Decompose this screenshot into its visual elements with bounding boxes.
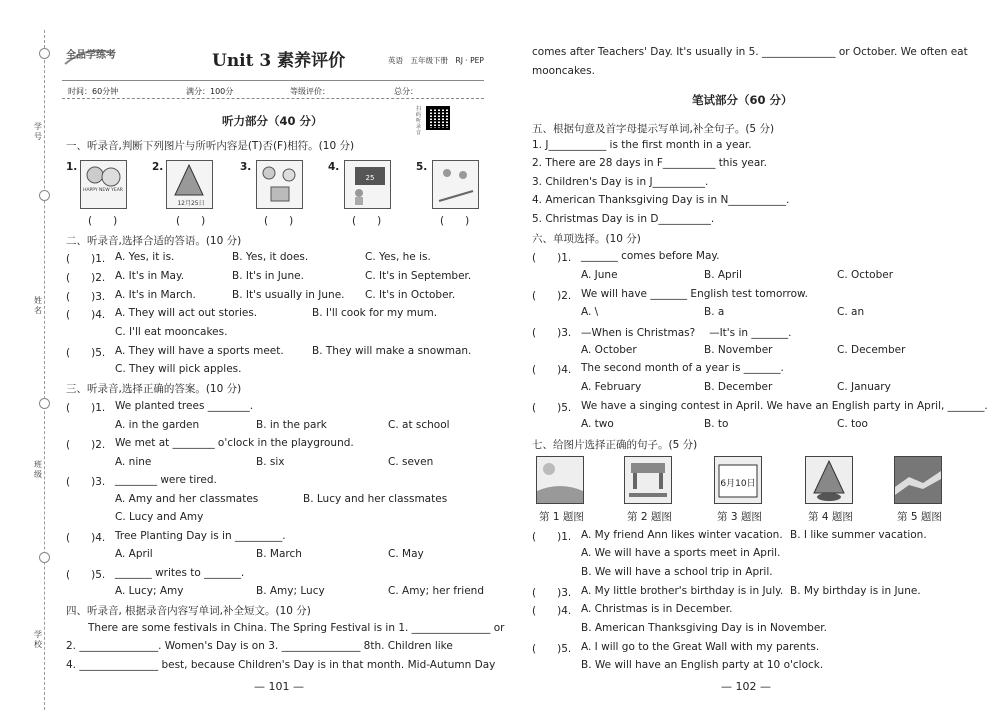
s2-q1-b: B. Yes, it does. [232,251,309,263]
s1-title: 一、听录音,判断下列图片与所听内容是(T)否(F)相符。(10 分) [66,140,355,152]
s7-caption-2: 第 2 题图 [627,511,672,523]
s7-caption-5: 第 5 题图 [897,511,942,523]
s2-q1-c: C. Yes, he is. [365,251,431,263]
s1-picture-party [256,160,303,209]
s7-q4-a: A. Christmas is in December. [581,603,733,615]
brand-name: 全品学练考 [66,50,116,61]
calendar-date: 6月10日 [720,479,756,489]
qr-note: 扫码听录音 [416,106,422,136]
s6-q2-text: We will have _______ English test tomorrow. [581,288,808,300]
s4-line1[interactable]: There are some festivals in China. The Spring Festival is in 1. _______________ or [88,622,505,634]
s3-q3-text: ________ were tired. [115,474,217,486]
page-number-left: — 101 — [254,680,304,693]
s7-q2-a: A. We will have a sports meet in April. [581,547,781,559]
s7-q3-b: B. My birthday is in June. [790,585,921,597]
s1-num: 5. [416,161,428,173]
s6-q1-c: C. October [837,269,894,281]
s6-q2-a: A. \ [581,306,599,318]
s2-q3-c: C. It's in October. [365,289,456,301]
s7-picture-4 [805,456,853,504]
writing-section-title: 笔试部分（60 分） [692,93,793,107]
s1-picture-new-year [80,160,127,209]
s2-q4-a: A. They will act out stories. [115,307,258,319]
s2-q3-a: A. It's in March. [115,289,196,301]
calendar-icon [715,457,761,503]
s5-q1[interactable]: 1. J___________ is the first month in a year. [532,139,752,151]
s4-title: 四、听录音, 根据录音内容写单词,补全短文。(10 分) [66,605,311,617]
s1-answer-blank[interactable]: ( ) [440,215,470,227]
s2-q2-a: A. It's in May. [115,270,185,282]
s1-num: 1. [66,161,78,173]
book-meta: 英语 五年级下册 RJ · PEP [388,56,484,65]
s3-q2-c: C. seven [388,456,434,468]
s6-q3-text: —When is Christmas? —It's in _______. [581,327,792,339]
s2-q2-prefix[interactable]: ( )2. [66,272,106,284]
s6-q4-a: A. February [581,381,642,393]
s3-q5-b: B. Amy; Lucy [256,585,325,597]
s3-q2-text: We met at ________ o'clock in the playground. [115,437,354,449]
s3-q5-prefix[interactable]: ( )5. [66,569,106,581]
s1-picture-classroom [344,160,391,209]
s7-picture-2 [624,456,672,504]
s1-picture-sports [432,160,479,209]
s2-q2-c: C. It's in September. [365,270,472,282]
s7-picture-5 [894,456,942,504]
s6-q4-text: The second month of a year is _______. [581,362,784,374]
s6-q1-prefix[interactable]: ( )1. [532,252,572,264]
beach-icon [537,457,583,503]
s5-q5[interactable]: 5. Christmas Day is in D__________. [532,213,715,225]
s6-q5-text: We have a singing contest in April. We have an English party in April, _______. [581,400,988,412]
s3-q4-prefix[interactable]: ( )4. [66,532,106,544]
s2-q4-prefix[interactable]: ( )4. [66,309,106,321]
binding-hole [39,552,50,563]
s7-caption-4: 第 4 题图 [808,511,853,523]
s3-q2-b: B. six [256,456,285,468]
s2-q1-prefix[interactable]: ( )1. [66,253,106,265]
s1-answer-blank[interactable]: ( ) [88,215,118,227]
s7-q1-b: B. I like summer vacation. [790,529,927,541]
binding-line [44,30,45,710]
s3-q5-text: _______ writes to _______. [115,567,245,579]
s3-q5-a: A. Lucy; Amy [115,585,184,597]
binding-hole [39,190,50,201]
s7-picture-1 [536,456,584,504]
s3-q1-a: A. in the garden [115,419,200,431]
s6-title: 六、单项选择。(10 分) [532,233,641,245]
s7-q1-prefix[interactable]: ( )1. [532,531,572,543]
s7-q2-b: B. We will have a school trip in April. [581,566,773,578]
s7-q1-a: A. My friend Ann likes winter vacation. [581,529,783,541]
s4-line4[interactable]: comes after Teachers' Day. It's usually in 5. ______________ or October. We often eat [532,46,968,58]
s3-q3-c: C. Lucy and Amy [115,511,204,523]
side-label-student-no: 学号 [34,122,42,141]
s2-q5-b: B. They will make a snowman. [312,345,472,357]
s6-q4-b: B. December [704,381,773,393]
s5-q2[interactable]: 2. There are 28 days in F__________ this year. [532,157,767,169]
s3-q3-a: A. Amy and her classmates [115,493,259,505]
s3-q4-c: C. May [388,548,424,560]
s6-q3-b: B. November [704,344,773,356]
s1-num: 4. [328,161,340,173]
s6-q5-b: B. to [704,418,729,430]
s1-answer-blank[interactable]: ( ) [352,215,382,227]
s6-q2-c: C. an [837,306,865,318]
s7-q4-prefix[interactable]: ( )4. [532,605,572,617]
s3-q1-prefix[interactable]: ( )1. [66,402,106,414]
s2-title: 二、听录音,选择合适的答语。(10 分) [66,235,242,247]
full-score: 满分：100分 [186,87,234,96]
s2-q1-a: A. Yes, it is. [115,251,175,263]
s7-q3-prefix[interactable]: ( )3. [532,587,572,599]
balloons-icon [81,161,126,208]
s1-answer-blank[interactable]: ( ) [176,215,206,227]
s6-q4-c: C. January [837,381,891,393]
binding-hole [39,48,50,59]
s7-q5-a: A. I will go to the Great Wall with my parents. [581,641,820,653]
s7-q5-prefix[interactable]: ( )5. [532,643,572,655]
s2-q5-a: A. They will have a sports meet. [115,345,284,357]
s1-num: 2. [152,161,164,173]
side-label-name: 姓名 [34,296,42,315]
s1-answer-blank[interactable]: ( ) [264,215,294,227]
s4-line5: mooncakes. [532,65,595,77]
binding-hole [39,398,50,409]
gate-icon [625,457,671,503]
s2-q5-c: C. They will pick apples. [115,363,242,375]
s7-q5-b: B. We will have an English party at 10 o'clock. [581,659,824,671]
s3-q3-b: B. Lucy and her classmates [303,493,448,505]
pic-text-new-year: HAPPY NEW YEAR [83,188,123,193]
s6-q2-prefix[interactable]: ( )2. [532,290,572,302]
pic-text-25: 25 [365,174,375,182]
s7-q4-b: B. American Thanksgiving Day is in November. [581,622,827,634]
s7-title: 七、给图片选择正确的句子。(5 分) [532,439,698,451]
s3-q1-b: B. in the park [256,419,327,431]
page-number-right: — 102 — [721,680,771,693]
s6-q5-a: A. two [581,418,614,430]
s2-q2-b: B. It's in June. [232,270,304,282]
s6-q1-text: _______ comes before May. [581,250,720,262]
party-icon [257,161,302,208]
s3-q1-text: We planted trees ________. [115,400,254,412]
s5-q3[interactable]: 3. Children's Day is in J__________. [532,176,709,188]
page-title: Unit 3 素养评价 [212,51,346,71]
listening-section-title: 听力部分（40 分） [222,114,323,128]
s6-q4-prefix[interactable]: ( )4. [532,364,572,376]
s7-caption-3: 第 3 题图 [717,511,762,523]
s6-q1-a: A. June [581,269,618,281]
s2-q4-c: C. I'll eat mooncakes. [115,326,228,338]
s2-q4-b: B. I'll cook for my mum. [312,307,438,319]
s1-num: 3. [240,161,252,173]
s2-q3-b: B. It's usually in June. [232,289,345,301]
s7-picture-3 [714,456,762,504]
header-rule-top [62,80,484,81]
s3-q4-b: B. March [256,548,302,560]
s6-q1-b: B. April [704,269,742,281]
s3-q5-c: C. Amy; her friend [388,585,484,597]
s3-q2-prefix[interactable]: ( )2. [66,439,106,451]
s7-q3-a: A. My little brother's birthday is in July. [581,585,784,597]
s6-q5-prefix[interactable]: ( )5. [532,402,572,414]
time-limit: 时间：60分钟 [68,87,119,96]
s4-line2[interactable]: 2. _______________. Women's Day is on 3. _______________ 8th. Children like [66,640,453,652]
s6-q3-a: A. October [581,344,637,356]
s3-q2-a: A. nine [115,456,152,468]
grade-eval: 等级评价： [290,87,330,96]
s1-picture-christmas [166,160,213,209]
s5-title: 五、根据句意及首字母提示写单词,补全句子。(5 分) [532,123,775,135]
s6-q2-b: B. a [704,306,725,318]
people-icon [433,161,478,208]
total-score: 总分： [394,87,418,96]
s4-line3[interactable]: 4. _______________ best, because Children's Day is in that month. Mid-Autumn Day [66,659,496,671]
s2-q3-prefix[interactable]: ( )3. [66,291,106,303]
s5-q4[interactable]: 4. American Thanksgiving Day is in N___________. [532,194,790,206]
blackboard-icon [345,161,390,208]
s6-q3-prefix[interactable]: ( )3. [532,327,572,339]
qr-code[interactable] [426,106,450,130]
s6-q5-c: C. too [837,418,868,430]
s3-q4-text: Tree Planting Day is in _________. [115,530,286,542]
side-label-class: 班级 [34,460,42,479]
header-rule-bottom [62,98,484,99]
s3-title: 三、听录音,选择正确的答案。(10 分) [66,383,242,395]
s3-q1-c: C. at school [388,419,450,431]
s3-q3-prefix[interactable]: ( )3. [66,476,106,488]
s3-q4-a: A. April [115,548,153,560]
christmas-tree-icon [167,161,212,208]
side-label-school: 学校 [34,630,42,649]
s2-q5-prefix[interactable]: ( )5. [66,347,106,359]
pic-text-date: 12月25日 [177,200,205,207]
christmas-tree-icon [806,457,852,503]
s6-q3-c: C. December [837,344,906,356]
great-wall-icon [895,457,941,503]
s7-caption-1: 第 1 题图 [539,511,584,523]
